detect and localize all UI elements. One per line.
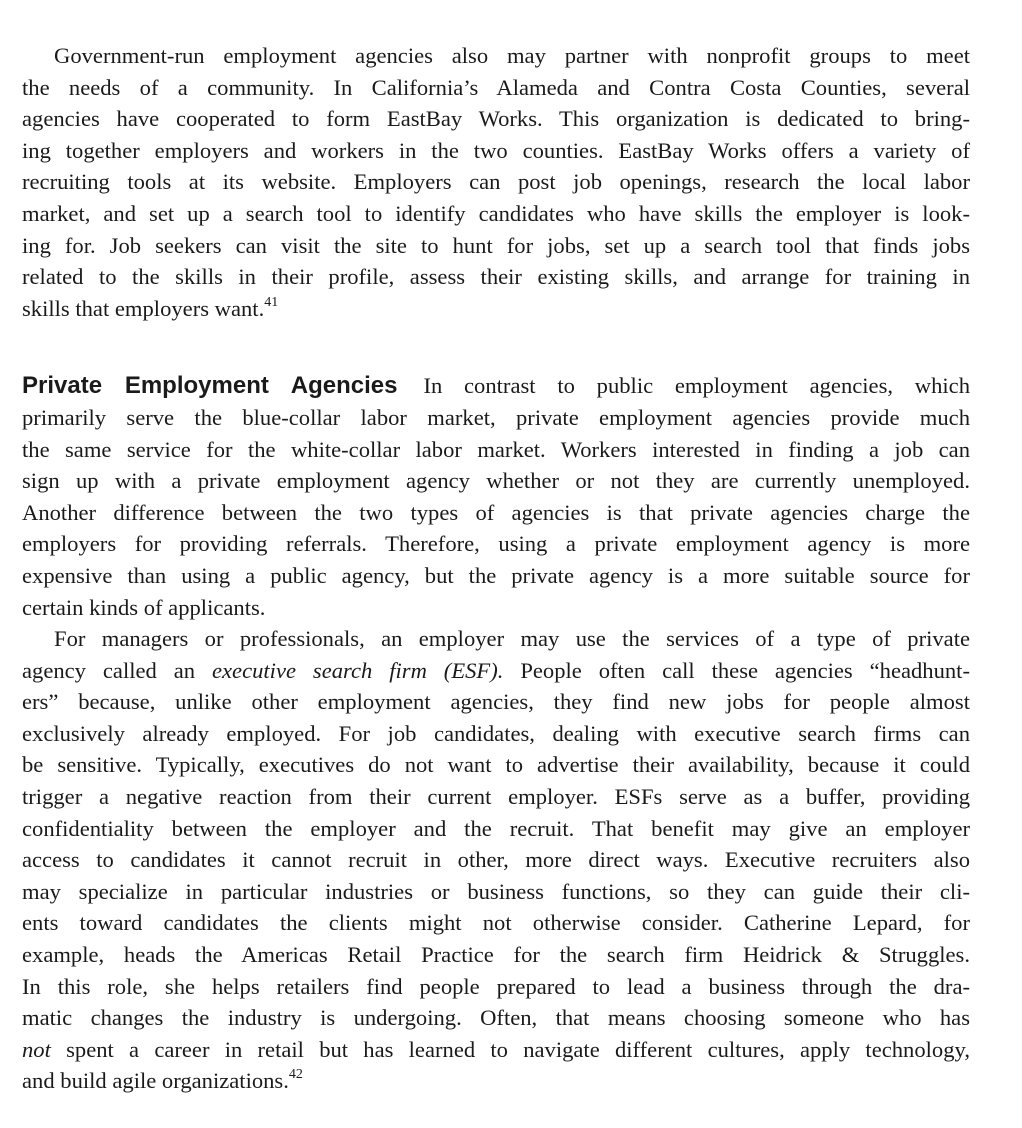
text-line: related to the skills in their profile, assess their existing skills, and arrange for training in xyxy=(22,264,970,290)
emphasis-term: not xyxy=(22,1036,51,1062)
text-line-with-emphasis xyxy=(22,1034,970,1066)
paragraph-executive-search xyxy=(22,623,970,1097)
text-line: sign up with a private employment agency whether or not they are currently unemployed. xyxy=(22,468,970,494)
text-line-last xyxy=(22,293,970,325)
text-line: the same service for the white-collar labor market. Workers interested in finding a job can xyxy=(22,436,970,462)
text-line: agencies have cooperated to form EastBay Works. This organization is dedicated to bring- xyxy=(22,106,970,132)
text-line-last: certain kinds of applicants. xyxy=(22,594,266,620)
section-heading: Private Employment Agencies xyxy=(22,372,398,400)
text-line: confidentiality between the employer and the recruit. That benefit may give an employer xyxy=(22,815,970,841)
text-line: Government-run employment agencies also may partner with nonprofit groups to meet xyxy=(54,43,970,68)
text-line: may specialize in particular industries or business functions, so they can guide their cli- xyxy=(22,878,970,904)
paragraph-private-agencies xyxy=(22,370,970,623)
text-segment: People often call these agencies “headhunt- xyxy=(503,657,970,683)
text-line-with-emphasis xyxy=(22,655,970,687)
text-segment: skills that employers want. xyxy=(22,295,265,321)
text-line: For managers or professionals, an employer may use the services of a type of private xyxy=(54,626,970,652)
text-line: ers” because, unlike other employment agencies, they find new jobs for people almost xyxy=(22,689,970,715)
paragraph-eastbay-works xyxy=(22,40,970,324)
text-line: be sensitive. Typically, executives do not want to advertise their availability, because it could xyxy=(22,752,970,778)
footnote-marker: 42 xyxy=(288,1067,303,1083)
text-line: the needs of a community. In California’s Alameda and Contra Costa Counties, several xyxy=(22,74,970,100)
text-line: ing together employers and workers in the two counties. EastBay Works offers a variety of xyxy=(22,137,970,163)
text-segment: In contrast to public employment agencies, which xyxy=(423,373,970,399)
text-line: trigger a negative reaction from their current employer. ESFs serve as a buffer, providing xyxy=(22,784,970,810)
text-line: recruiting tools at its website. Employers can post job openings, research the local labor xyxy=(22,169,970,195)
section-gap xyxy=(22,324,970,370)
text-line: ing for. Job seekers can visit the site to hunt for jobs, set up a search tool that finds jobs xyxy=(22,232,970,258)
text-line: Another difference between the two types of agencies is that private agencies charge the xyxy=(22,499,970,525)
footnote-marker: 41 xyxy=(264,294,279,310)
text-line: primarily serve the blue-collar labor market, private employment agencies provide much xyxy=(22,404,970,430)
text-line-last xyxy=(22,1065,970,1097)
text-line: ents toward candidates the clients might not otherwise consider. Catherine Lepard, for xyxy=(22,910,970,936)
text-line-with-heading xyxy=(22,370,970,402)
emphasis-term: executive search firm (ESF). xyxy=(211,657,504,683)
text-line: access to candidates it cannot recruit in other, more direct ways. Executive recruiters also xyxy=(22,847,970,873)
text-line: exclusively already employed. For job candidates, dealing with executive search firms can xyxy=(22,720,970,746)
text-line: market, and set up a search tool to identify candidates who have skills the employer is look- xyxy=(22,200,970,226)
text-line: example, heads the Americas Retail Practice for the search firm Heidrick & Struggles. xyxy=(22,942,970,968)
text-line: expensive than using a public agency, but the private agency is a more suitable source for xyxy=(22,562,970,588)
document-page xyxy=(22,40,970,1097)
text-segment: agency called an xyxy=(22,657,212,683)
text-segment: spent a career in retail but has learned to navigate different cultures, apply technology, xyxy=(50,1036,970,1062)
text-line: matic changes the industry is undergoing. Often, that means choosing someone who has xyxy=(22,1005,970,1031)
text-line: employers for providing referrals. Therefore, using a private employment agency is more xyxy=(22,531,970,557)
text-segment: and build agile organizations. xyxy=(22,1068,289,1094)
text-line: In this role, she helps retailers find people prepared to lead a business through the dra- xyxy=(22,973,970,999)
